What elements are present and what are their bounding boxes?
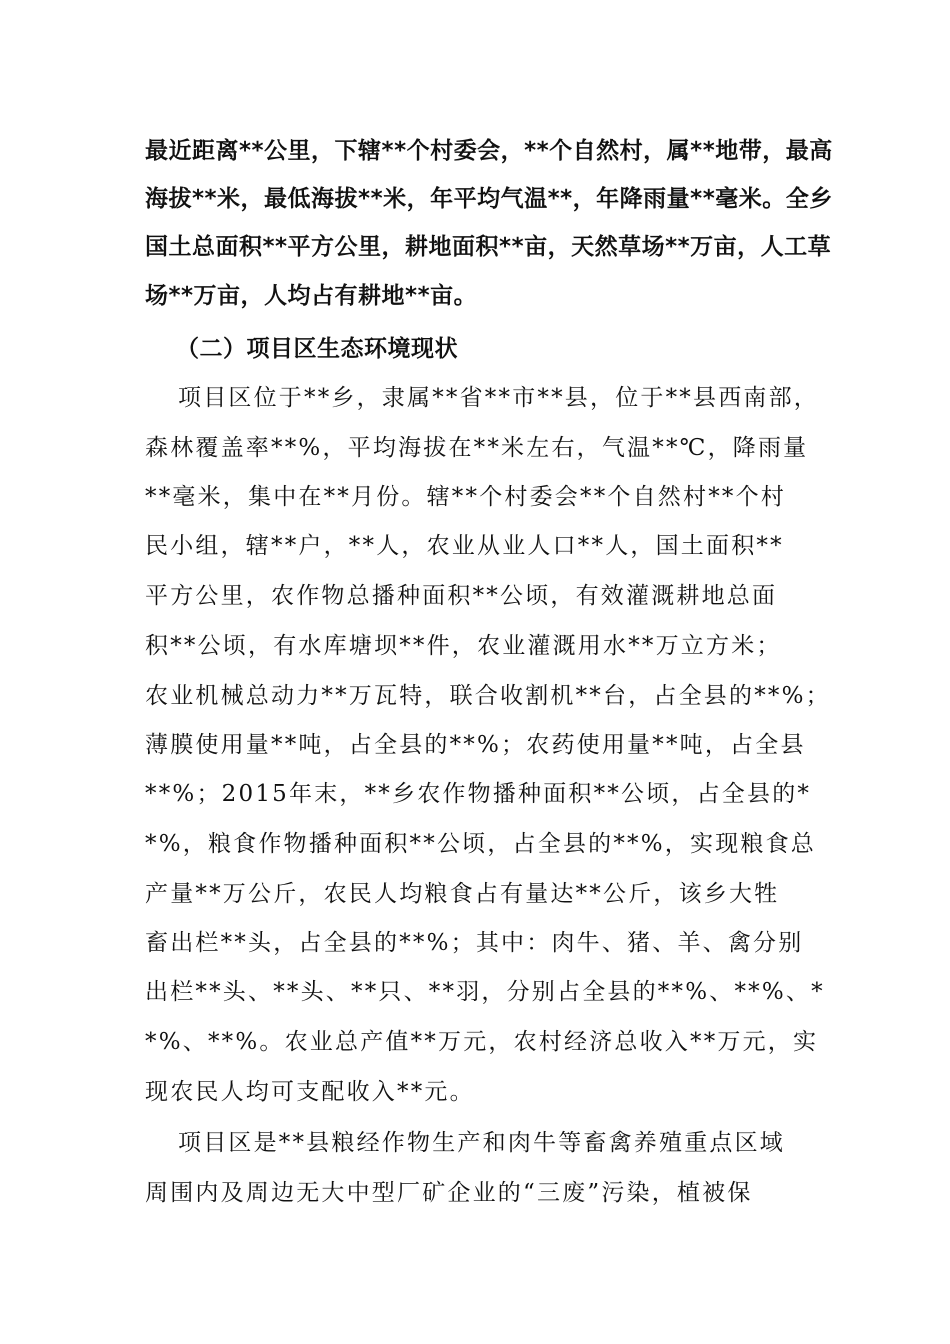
paragraph-line: 积**公顷，有水库塘坝**件，农业灌溉用水**万立方米； — [145, 633, 782, 659]
paragraph-line: *%、**%。农业总产值**万元，农村经济总收入**万元，实 — [145, 1029, 819, 1055]
paragraph-line: 畜出栏**头，占全县的**%；其中：肉牛、猪、羊、禽分别 — [145, 930, 804, 956]
paragraph-line: 薄膜使用量**吨，占全县的**%；农药使用量**吨，占全县 — [145, 732, 806, 758]
paragraph-line: 产量**万公斤，农民人均粮食占有量达**公斤，该乡大牲 — [145, 881, 780, 907]
paragraph-line: 农业机械总动力**万瓦特，联合收割机**台，占全县的**%； — [145, 683, 831, 709]
section-heading: （二）项目区生态环境现状 — [176, 336, 458, 362]
paragraph-line: 国土总面积**平方公里，耕地面积**亩，天然草场**万亩，人工草 — [145, 234, 832, 260]
paragraph-line: **毫米，集中在**月份。辖**个村委会**个自然村**个村 — [145, 484, 786, 510]
paragraph-line: 现农民人均可支配收入**元。 — [145, 1079, 475, 1105]
paragraph-line: 民小组，辖**户，**人，农业从业人口**人，国土面积** — [145, 533, 784, 559]
paragraph-line: 出栏**头、**头、**只、**羽，分别占全县的**%、**%、* — [145, 979, 825, 1005]
paragraph-line: **%；2015年末，**乡农作物播种面积**公顷，占全县的* — [145, 781, 812, 807]
paragraph-line: 周围内及周边无大中型厂矿企业的“三废”污染，植被保 — [145, 1180, 753, 1206]
paragraph-line: 场**万亩，人均占有耕地**亩。 — [145, 283, 478, 309]
paragraph-line: 海拔**米，最低海拔**米，年平均气温**，年降雨量**毫米。全乡 — [145, 186, 833, 212]
paragraph-line: *%，粮食作物播种面积**公顷，占全县的**%，实现粮食总 — [145, 831, 817, 857]
paragraph-line: 项目区位于**乡，隶属**省**市**县，位于**县西南部， — [178, 385, 819, 411]
paragraph-line: 平方公里，农作物总播种面积**公顷，有效灌溉耕地总面 — [145, 583, 778, 609]
paragraph-line: 最近距离**公里，下辖**个村委会，**个自然村，属**地带，最高 — [145, 138, 833, 164]
paragraph-line: 森林覆盖率**%，平均海拔在**米左右，气温**℃，降雨量 — [145, 435, 809, 461]
paragraph-line: 项目区是**县粮经作物生产和肉牛等畜禽养殖重点区域 — [178, 1130, 785, 1156]
